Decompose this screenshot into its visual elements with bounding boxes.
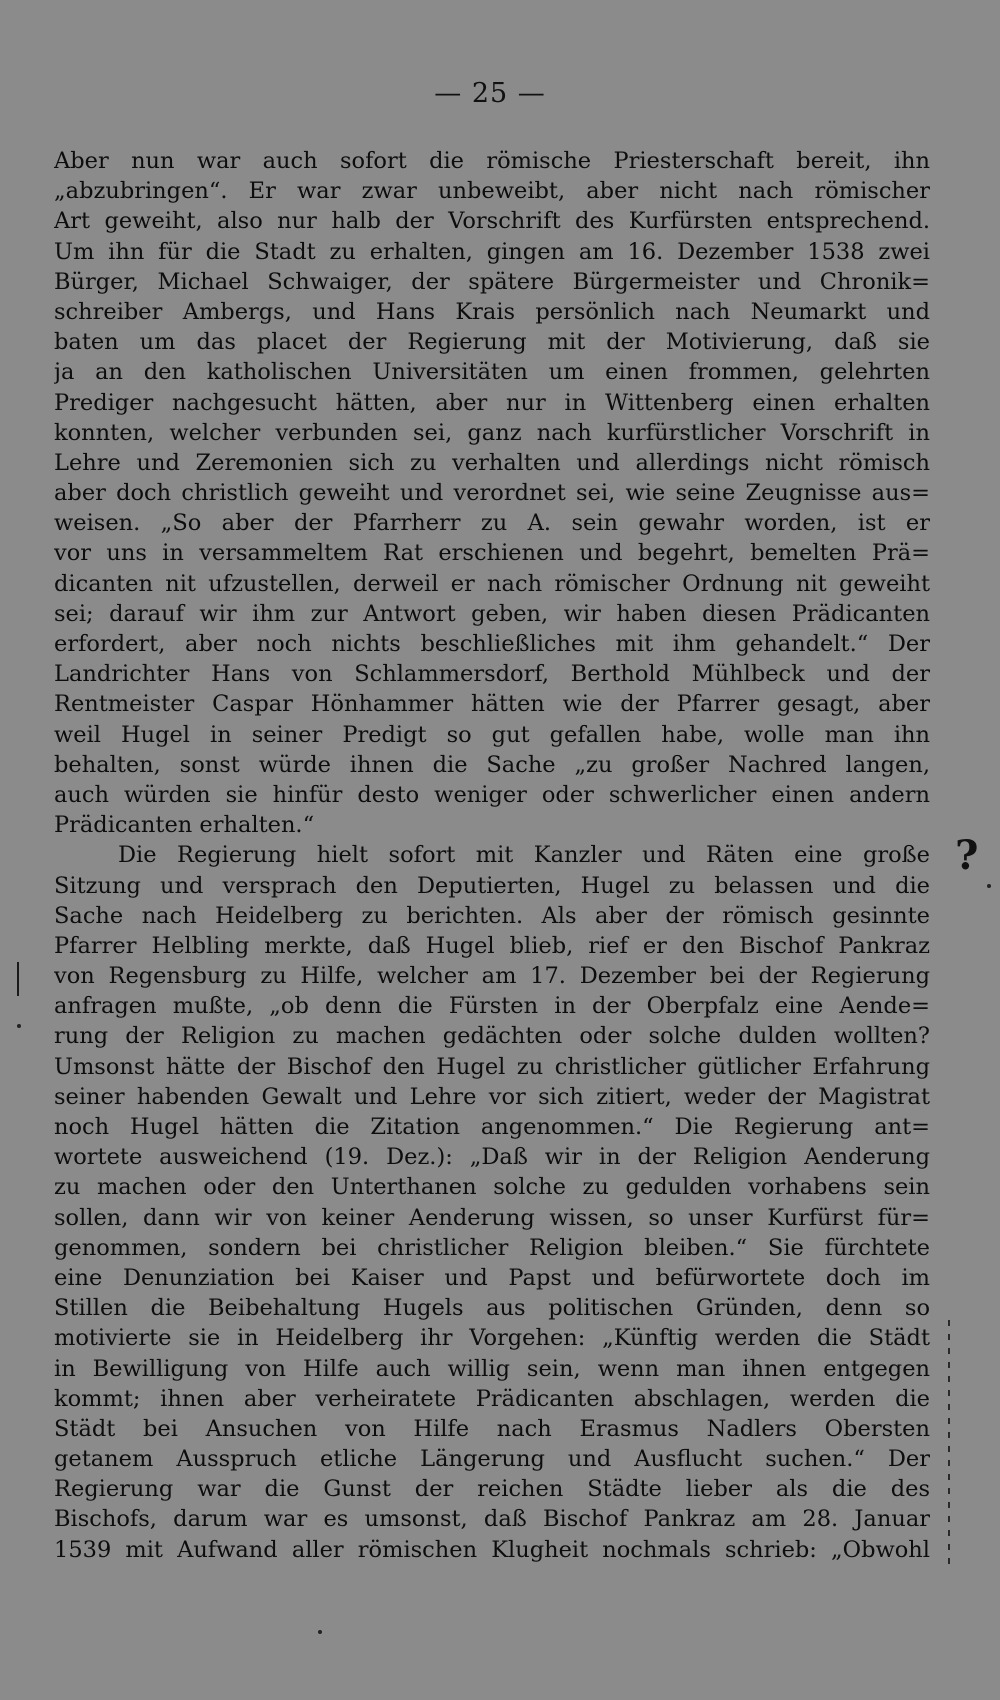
text-line: zu machen oder den Unterthanen solche zu gedulden vorhabens sein [54,1174,930,1201]
text-line: Regierung war die Gunst der reichen Städte lieber als die des [54,1476,930,1503]
text-line: Aber nun war auch sofort die römische Priesterschaft bereit, ihn [54,148,930,174]
speck [318,1630,322,1634]
text-line: aber doch christlich geweiht und verordnet sei, wie seine Zeugnisse aus= [54,480,930,507]
text-line: Lehre und Zeremonien sich zu verhalten und allerdings nicht römisch [54,449,930,476]
text-line: motivierte sie in Heidelberg ihr Vorgehen: „Künftig werden die Städt [54,1325,930,1352]
text-line: Sache nach Heidelberg zu berichten. Als aber der römisch gesinnte [54,902,930,929]
text-line: „abzubringen“. Er war zwar unbeweibt, aber nicht nach römischer [54,178,930,205]
text-line: rung der Religion zu machen gedächten oder solche dulden wollten? [54,1023,930,1050]
text-line: weil Hugel in seiner Predigt so gut gefallen habe, wolle man ihn [54,721,930,748]
text-line: genommen, sondern bei christlicher Religion bleiben.“ Sie fürchtete [54,1234,930,1261]
margin-question-mark: ? [955,832,979,879]
text-line: wortete ausweichend (19. Dez.): „Daß wir in der Religion Aenderung [54,1144,930,1171]
speck [17,1024,21,1028]
text-line: Bürger, Michael Schwaiger, der spätere Bürgermeister und Chronik= [54,268,930,295]
text-line: behalten, sonst würde ihnen die Sache „zu großer Nachred langen, [54,751,930,778]
text-line: sollen, dann wir von keiner Aenderung wissen, so unser Kurfürst für= [54,1204,930,1231]
text-line: seiner habenden Gewalt und Lehre vor sich zitiert, weder der Magistrat [54,1083,930,1110]
speck [987,884,991,888]
page-number: — 25 — [434,78,546,109]
text-line: Pfarrer Helbling merkte, daß Hugel blieb, rief er den Bischof Pankraz [54,932,930,959]
text-line: Art geweiht, also nur halb der Vorschrift des Kurfürsten entsprechend. [54,208,930,235]
text-line: von Regensburg zu Hilfe, welcher am 17. Dezember bei der Regierung [54,963,930,990]
text-line: in Bewilligung von Hilfe auch willig sein, wenn man ihnen entgegen [54,1355,930,1382]
text-line: Städt bei Ansuchen von Hilfe nach Erasmus Nadlers Obersten [54,1415,930,1442]
text-line: Rentmeister Caspar Hönhammer hätten wie der Pfarrer gesagt, aber [54,691,930,718]
text-line: schreiber Ambergs, und Hans Krais persönlich nach Neumarkt und [54,298,930,325]
text-line: Prediger nachgesucht hätten, aber nur in Wittenberg einen erhalten [54,389,930,416]
text-line: konnten, welcher verbunden sei, ganz nach kurfürstlicher Vorschrift in [54,419,930,446]
text-line: erfordert, aber noch nichts beschließliches mit ihm gehandelt.“ Der [54,631,930,657]
text-line: Um ihn für die Stadt zu erhalten, gingen am 16. Dezember 1538 zwei [54,238,930,265]
body-text [54,146,930,1565]
text-line: dicanten nit ufzustellen, derweil er nach römischer Ordnung nit geweiht [54,570,930,597]
margin-bar-right [948,1320,950,1570]
margin-bar-left [17,962,19,996]
text-line: kommt; ihnen aber verheiratete Prädicanten abschlagen, werden die [54,1385,930,1412]
text-line: sei; darauf wir ihm zur Antwort geben, wir haben diesen Prädicanten [54,600,930,627]
text-line: anfragen mußte, „ob denn die Fürsten in der Oberpfalz eine Aende= [54,993,930,1020]
text-line: Landrichter Hans von Schlammersdorf, Berthold Mühlbeck und der [54,661,930,688]
paragraph-end-line: Prädicanten erhalten.“ [54,812,315,839]
text-line: Umsonst hätte der Bischof den Hugel zu christlicher gütlicher Erfahrung [54,1053,930,1080]
text-line: Sitzung und versprach den Deputierten, Hugel zu belassen und die [54,872,930,899]
text-line: Bischofs, darum war es umsonst, daß Bischof Pankraz am 28. Januar [54,1506,930,1533]
paragraph-start-line: Die Regierung hielt sofort mit Kanzler und Räten eine große [118,842,930,869]
text-line: Stillen die Beibehaltung Hugels aus politischen Gründen, denn so [54,1295,930,1322]
text-line: noch Hugel hätten die Zitation angenommen.“ Die Regierung ant= [54,1114,930,1140]
text-line: getanem Ausspruch etliche Längerung und Ausflucht suchen.“ Der [54,1446,930,1473]
text-line: ja an den katholischen Universitäten um einen frommen, gelehrten [54,359,930,386]
text-line: baten um das placet der Regierung mit der Motivierung, daß sie [54,329,930,356]
text-line: eine Denunziation bei Kaiser und Papst und befürwortete doch im [54,1264,930,1291]
text-line: auch würden sie hinfür desto weniger oder schwerlicher einen andern [54,781,930,808]
text-line: 1539 mit Aufwand aller römischen Klugheit nochmals schrieb: „Obwohl [54,1536,930,1563]
text-line: vor uns in versammeltem Rat erschienen und begehrt, bemelten Prä= [54,540,930,567]
text-line: weisen. „So aber der Pfarrherr zu A. sein gewahr worden, ist er [54,510,930,537]
